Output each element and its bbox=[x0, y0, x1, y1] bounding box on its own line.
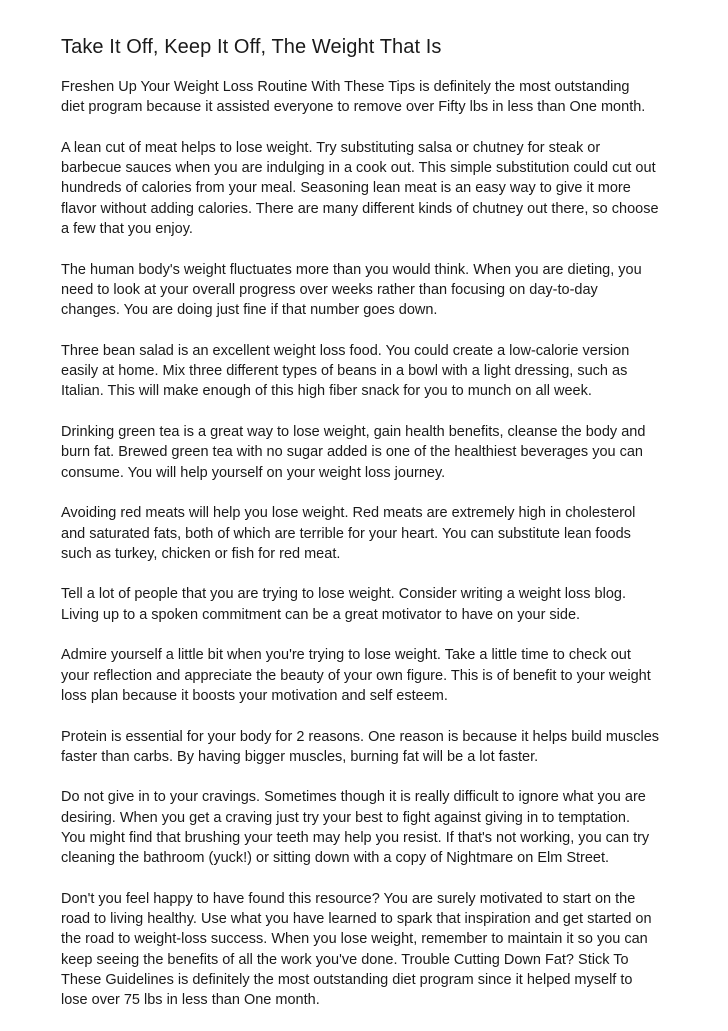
paragraph: Avoiding red meats will help you lose weight. Red meats are extremely high in cholesterol and saturated fats, both of which are terrible for your heart. You can substitute lean foods such as turkey, chicken or fish for red meat. bbox=[61, 505, 636, 562]
paragraph: Three bean salad is an excellent weight loss food. You could create a low-calorie version easily at home. Mix three different types of beans in a bowl with a light dressing, such as Italian. This will make enough of this high fiber snack for you to munch on all week. bbox=[61, 342, 630, 400]
paragraph: Tell a lot of people that you are trying to lose weight. Consider writing a weight loss blog. Living up to a spoken commitment can be a great motivator to have on your side. bbox=[61, 586, 627, 623]
paragraph: Drinking green tea is a great way to lose weight, gain health benefits, cleanse the body and burn fat. Brewed green tea with no sugar added is one of the healthiest beverages you can consume. You will help yourself on your weight loss journey. bbox=[61, 424, 646, 481]
paragraph: Protein is essential for your body for 2 reasons. One reason is because it helps build muscles faster than carbs. By having bigger muscles, burning fat will be a lot faster. bbox=[61, 728, 660, 765]
paragraph: Freshen Up Your Weight Loss Routine With These Tips is definitely the most outstanding diet program because it assisted everyone to remove over Fifty lbs in less than One month. bbox=[61, 79, 646, 116]
paragraph: Admire yourself a little bit when you're trying to lose weight. Take a little time to check out your reflection and appreciate the beauty of your own figure. This is of benefit to your weight loss plan because it boosts your motivation and self esteem. bbox=[61, 647, 651, 704]
paragraph: The human body's weight fluctuates more than you would think. When you are dieting, you need to look at your overall progress over weeks rather than focusing on day-to-day changes. You are doing just fine if that number goes down. bbox=[61, 261, 642, 319]
paragraph: Don't you feel happy to have found this resource? You are surely motivated to start on the road to living healthy. Use what you have learned to spark that inspiration and get started on the road to weight-loss success. When you lose weight, remember to maintain it so you can keep seeing the benefits of all the work you've done. Trouble Cutting Down Fat? Stick To These Guidelines is definitely the most outstanding diet program since it helped myself to lose over 75 lbs in less than One month. bbox=[61, 890, 652, 1009]
document-body bbox=[61, 77, 673, 1011]
paragraph: Do not give in to your cravings. Sometimes though it is really difficult to ignore what you are desiring. When you get a craving just try your best to fight against giving in to temptation. You might find that brushing your teeth may help you resist. If that's not working, you can try cleaning the bathroom (yuck!) or sitting down with a copy of Nightmare on Elm Street. bbox=[61, 789, 650, 867]
document-title: Take It Off, Keep It Off, The Weight That Is bbox=[61, 36, 442, 58]
document-page bbox=[61, 35, 673, 1031]
paragraph: A lean cut of meat helps to lose weight. Try substituting salsa or chutney for steak or barbecue sauces when you are indulging in a cook out. This simple substitution could cut out hundreds of calories from your meal. Seasoning lean meat is an easy way to give it more flavor without adding calories. There are many different kinds of chutney out there, so choose a few that you enjoy. bbox=[61, 139, 659, 238]
